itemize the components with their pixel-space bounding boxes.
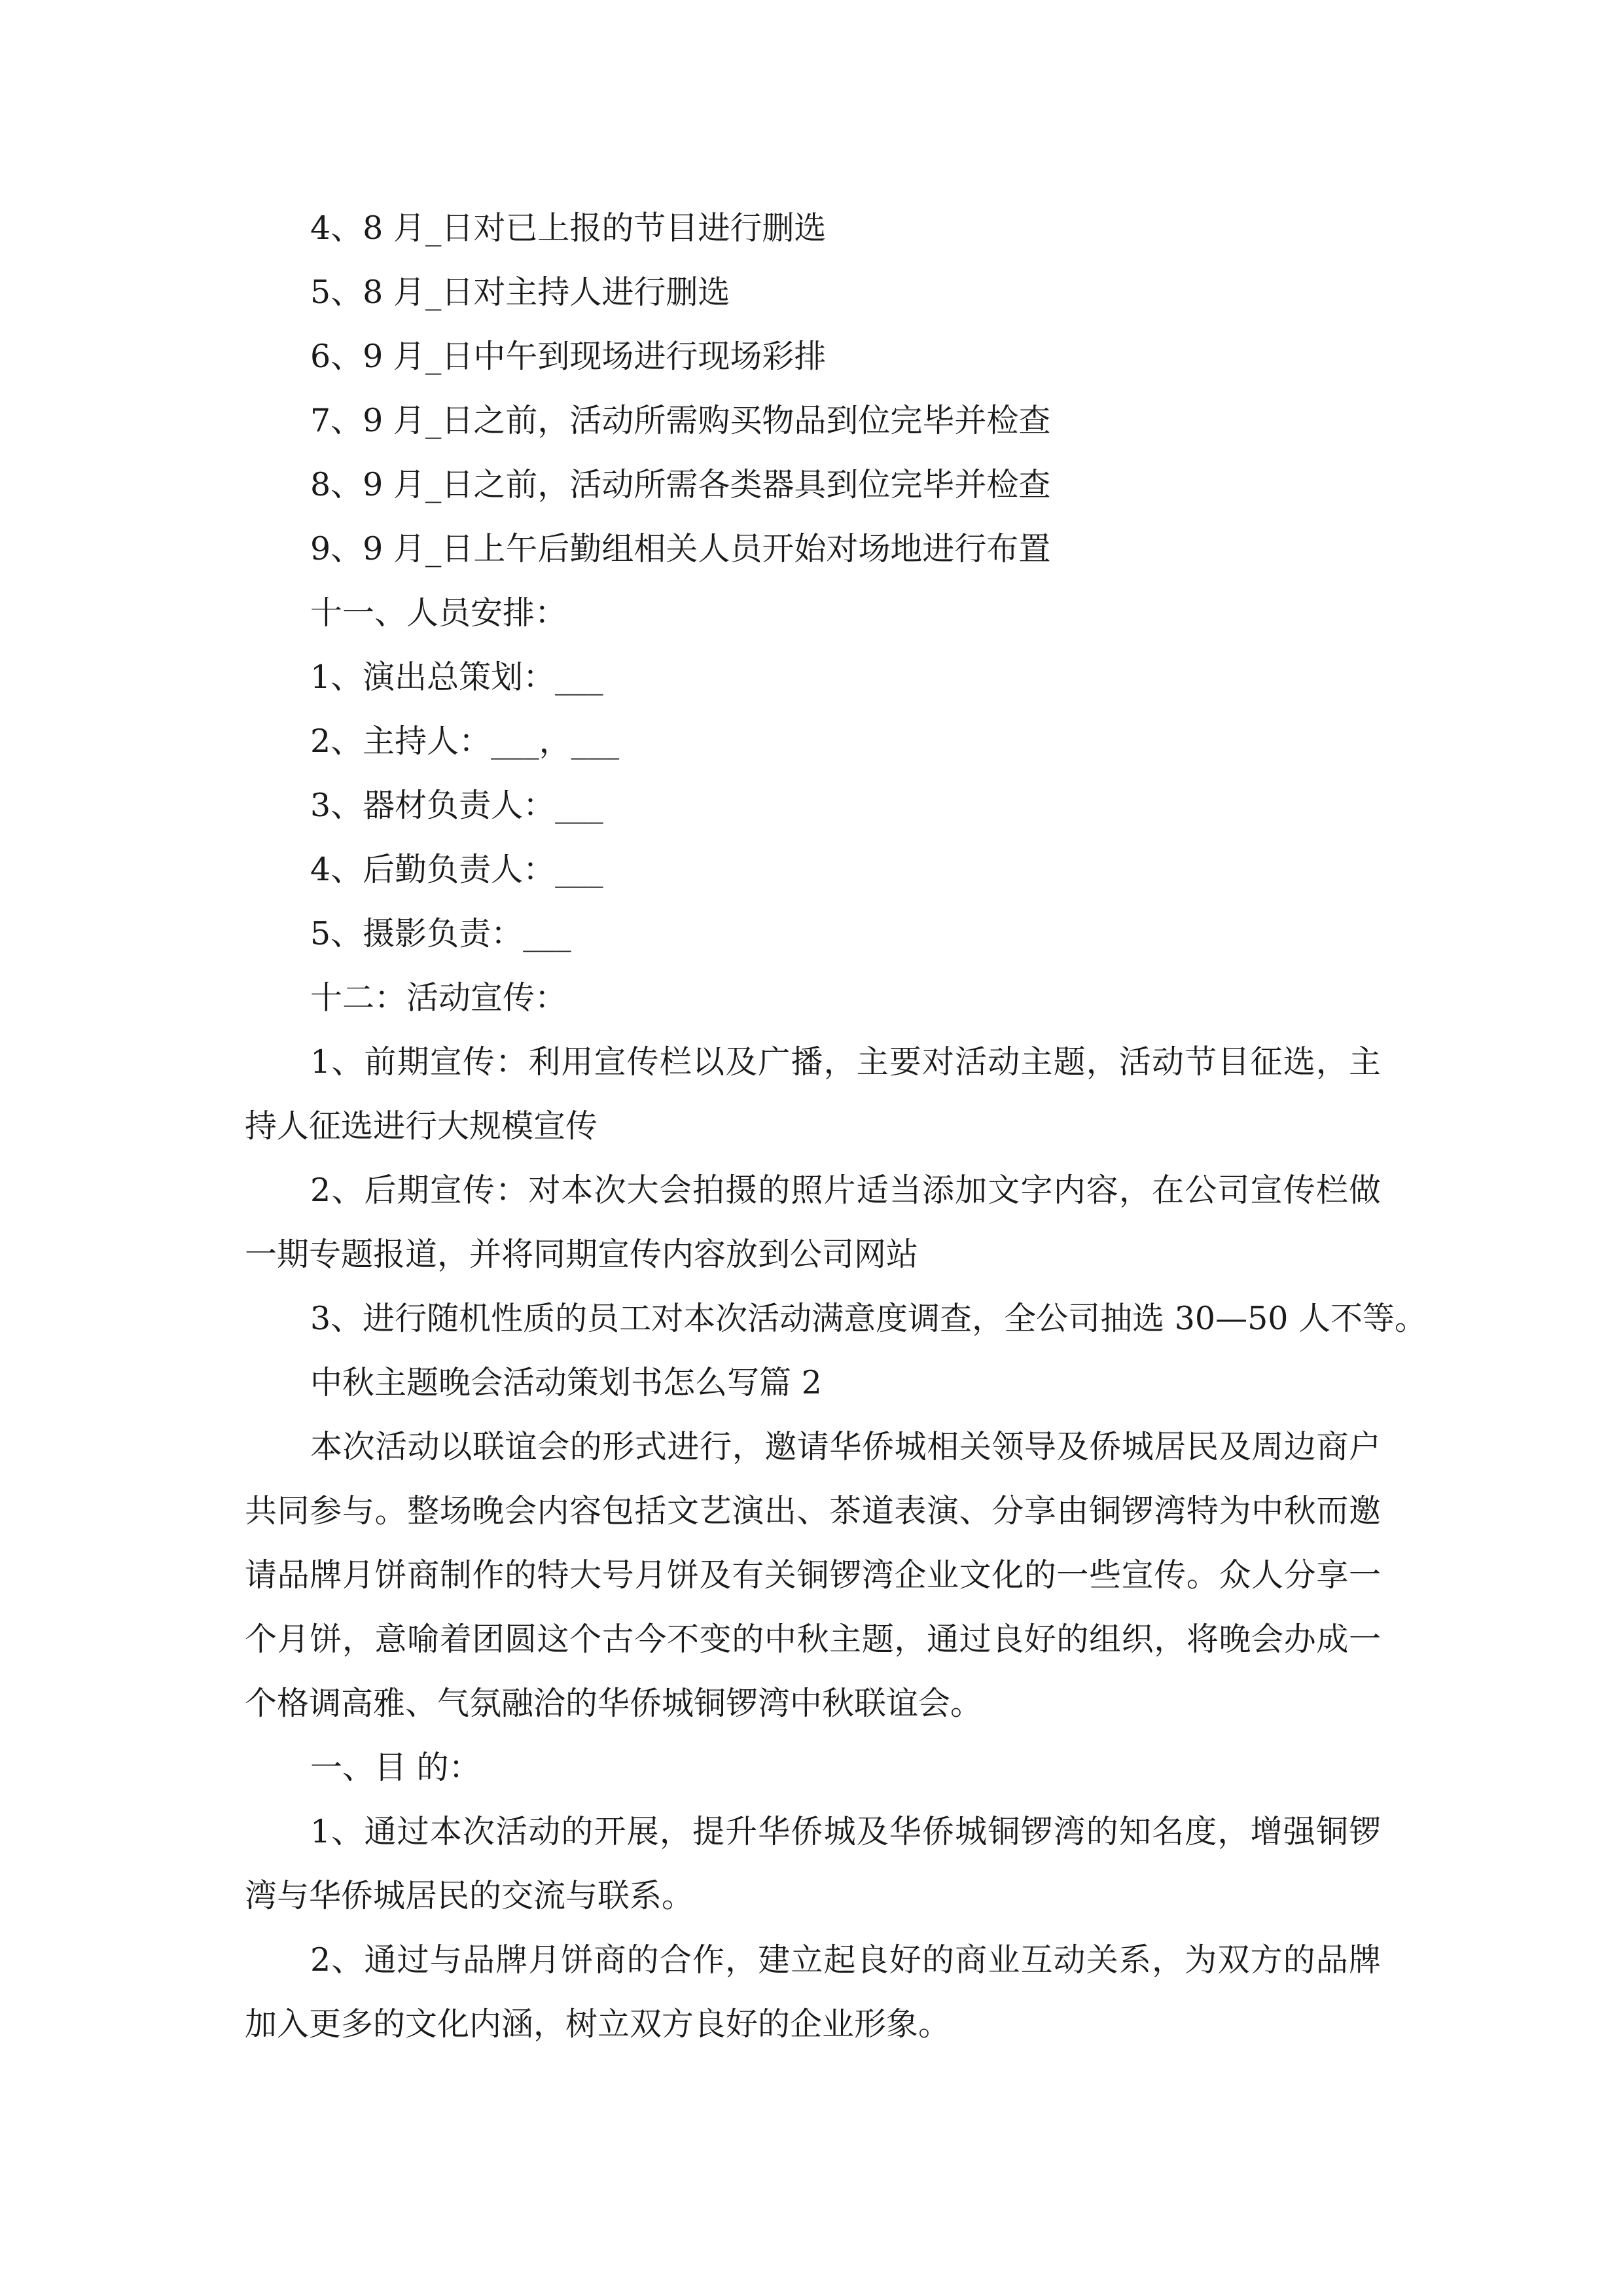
section-heading-staff: 十一、人员安排： <box>310 594 567 632</box>
purpose-item: 2、通过与品牌月饼商的合作，建立起良好的商业互动关系，为双方的品牌加入更多的文化内涵，树立双方良好的企业形象。 <box>245 1941 1381 2043</box>
schedule-item: 6、9 月_日中午到现场进行现场彩排 <box>310 338 827 375</box>
staff-item: 5、摄影负责：___ <box>310 915 571 952</box>
promo-item: 2、后期宣传：对本次大会拍摄的照片适当添加文字内容，在公司宣传栏做一期专题报道，并将同期宣传内容放到公司网站 <box>245 1172 1381 1273</box>
staff-item: 4、后勤负责人：___ <box>310 851 603 888</box>
schedule-item: 8、9 月_日之前，活动所需各类器具到位完毕并检查 <box>310 466 1051 503</box>
schedule-item: 5、8 月_日对主持人进行删选 <box>310 274 730 311</box>
staff-item: 1、演出总策划：___ <box>310 658 603 696</box>
promo-item: 3、进行随机性质的员工对本次活动满意度调查，全公司抽选 30—50 人不等。 <box>310 1300 1427 1337</box>
section-heading-purpose: 一、目 的： <box>310 1749 481 1786</box>
article-intro: 本次活动以联谊会的形式进行，邀请华侨城相关领导及侨城居民及周边商户共同参与。整场晚会内容包括文艺演出、茶道表演、分享由铜锣湾特为中秋而邀请品牌月饼商制作的特大号月饼及有关铜锣湾企业文化的一些宣传。众人分享一个月饼，意喻着团圆这个古今不变的中秋主题，通过良好的组织，将晚会办成一个格调高雅、气氛融洽的华侨城铜锣湾中秋联谊会。 <box>245 1428 1381 1722</box>
article-title: 中秋主题晚会活动策划书怎么写篇 2 <box>310 1364 822 1401</box>
schedule-item: 4、8 月_日对已上报的节目进行删选 <box>310 209 827 247</box>
staff-item: 3、器材负责人：___ <box>310 787 603 824</box>
document-body <box>245 196 1427 2056</box>
purpose-item: 1、通过本次活动的开展，提升华侨城及华侨城铜锣湾的知名度，增强铜锣湾与华侨城居民的交流与联系。 <box>245 1813 1381 1914</box>
section-heading-promotion: 十二：活动宣传： <box>310 979 567 1016</box>
promo-item: 1、前期宣传：利用宣传栏以及广播，主要对活动主题，活动节目征选，主持人征选进行大规模宣传 <box>245 1043 1381 1145</box>
schedule-item: 9、9 月_日上午后勤组相关人员开始对场地进行布置 <box>310 530 1051 567</box>
schedule-item: 7、9 月_日之前，活动所需购买物品到位完毕并检查 <box>310 402 1051 439</box>
staff-item: 2、主持人：___，___ <box>310 723 620 760</box>
